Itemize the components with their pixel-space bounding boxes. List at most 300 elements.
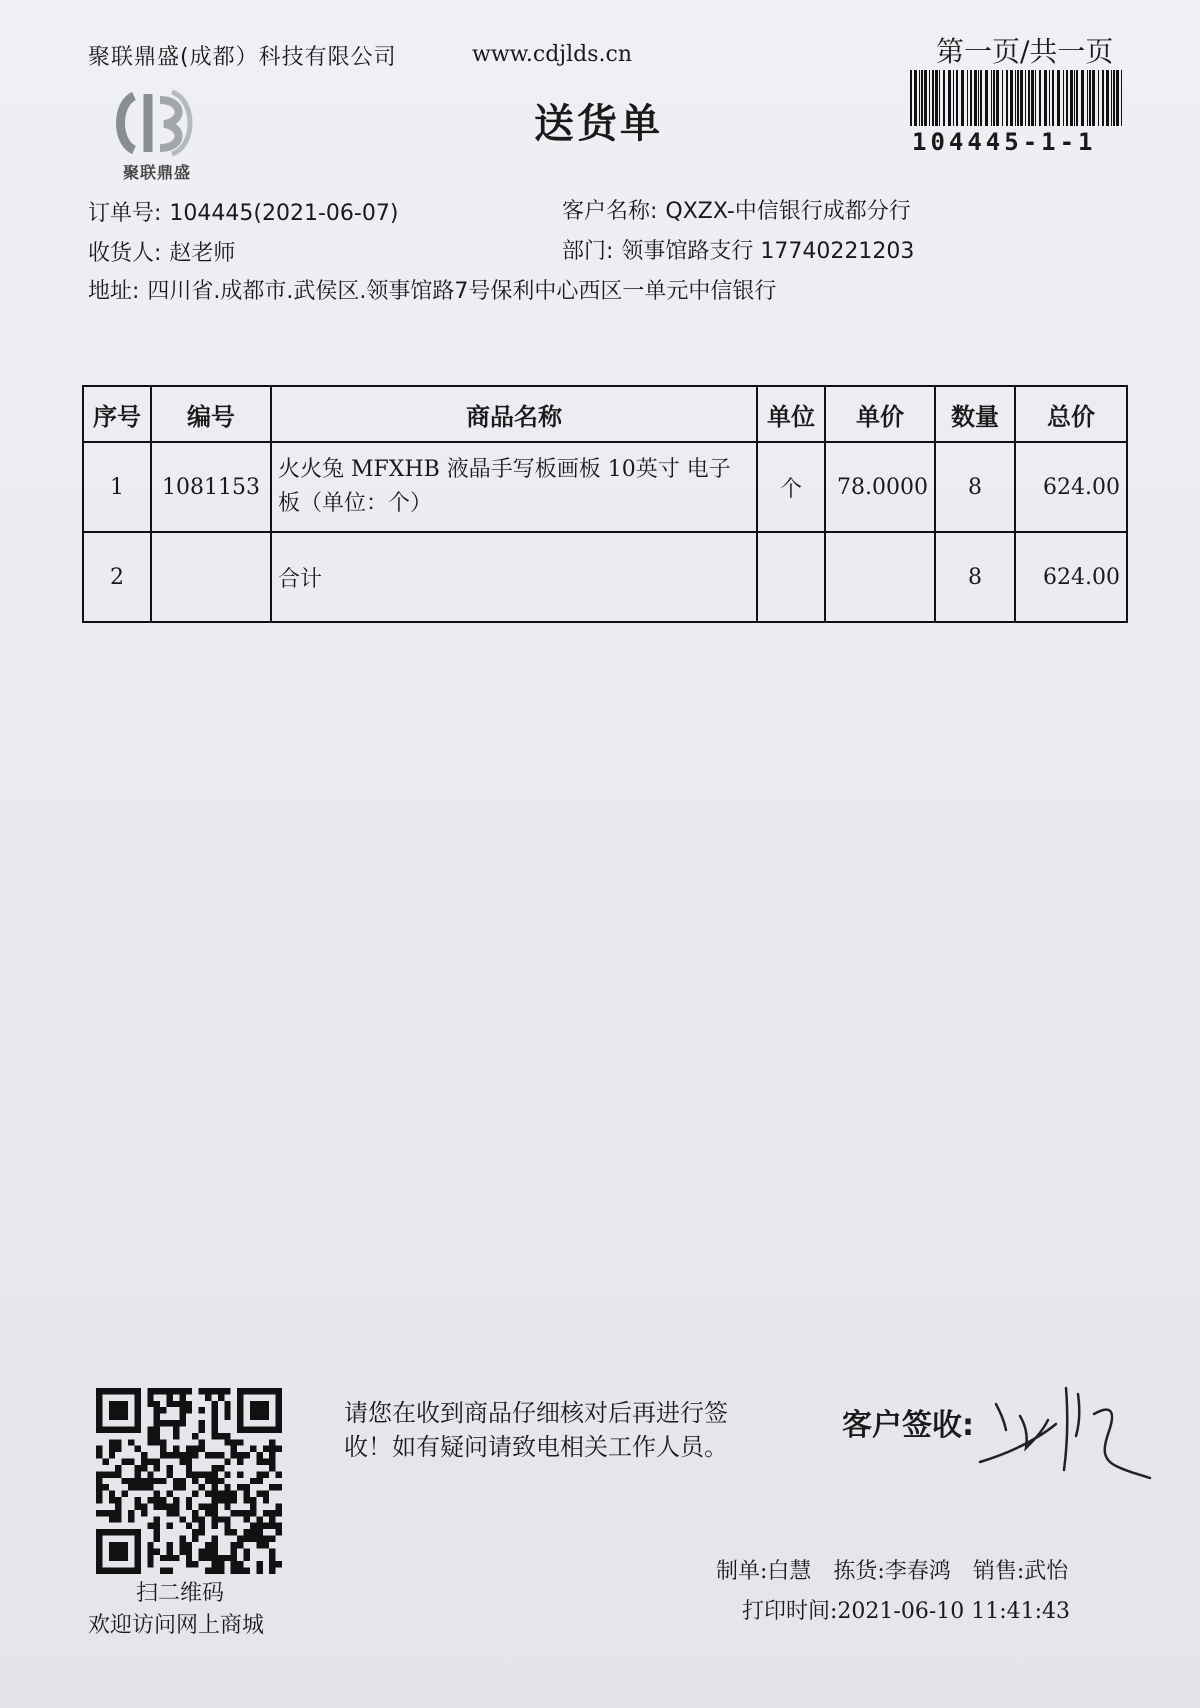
qr-module	[205, 1388, 211, 1394]
qr-module	[231, 1497, 237, 1503]
cell-total: 624.00	[1015, 442, 1127, 532]
qr-module	[167, 1510, 173, 1516]
qr-module	[269, 1523, 275, 1529]
barcode-bar	[970, 70, 972, 126]
qr-module	[134, 1465, 140, 1471]
receiver-value: 赵老师	[169, 241, 236, 266]
qr-module	[134, 1484, 140, 1490]
qr-module	[237, 1542, 243, 1548]
qr-module	[147, 1555, 153, 1561]
qr-module	[192, 1491, 198, 1497]
qr-module	[154, 1388, 160, 1394]
barcode-bar	[1076, 70, 1078, 126]
qr-module	[256, 1542, 262, 1548]
qr-module	[244, 1548, 250, 1554]
qr-module	[192, 1510, 198, 1516]
qr-module	[224, 1459, 230, 1465]
qr-module	[211, 1401, 217, 1407]
qr-module	[147, 1426, 153, 1432]
qr-module	[256, 1568, 262, 1574]
qr-module	[256, 1478, 262, 1484]
cell-unit: 个	[757, 442, 825, 532]
qr-module	[256, 1471, 262, 1477]
barcode-bar	[1057, 70, 1060, 126]
qr-module	[154, 1536, 160, 1542]
qr-module	[154, 1491, 160, 1497]
table-header-row	[83, 386, 1127, 442]
qr-module	[154, 1548, 160, 1554]
qr-module	[244, 1529, 250, 1535]
qr-module	[102, 1510, 108, 1516]
qr-module	[109, 1452, 115, 1458]
qr-module	[211, 1426, 217, 1432]
qr-module	[154, 1407, 160, 1413]
qr-module	[211, 1433, 217, 1439]
qr-module	[211, 1516, 217, 1522]
qr-module	[122, 1478, 128, 1484]
header-code: 编号	[151, 386, 271, 442]
barcode-bar	[1066, 70, 1068, 126]
receiver	[88, 236, 235, 267]
qr-module	[211, 1536, 217, 1542]
qr-module	[263, 1491, 269, 1497]
qr-module	[102, 1471, 108, 1477]
qr-module	[269, 1484, 275, 1490]
barcode-bar	[1015, 70, 1016, 126]
customer-name-label: 客户名称:	[562, 199, 658, 224]
barcode-bar	[914, 70, 917, 126]
qr-module	[179, 1484, 185, 1490]
qr-module	[224, 1433, 230, 1439]
qr-module	[96, 1426, 141, 1432]
qr-module	[211, 1388, 217, 1394]
qr-module	[167, 1465, 173, 1471]
barcode-bar	[961, 70, 964, 126]
header-price: 单价	[825, 386, 935, 442]
qr-module	[224, 1471, 230, 1477]
qr-module	[256, 1459, 262, 1465]
qr-module	[115, 1510, 121, 1516]
barcode-bar	[1121, 70, 1122, 126]
cell-unit	[757, 532, 825, 622]
qr-module	[154, 1529, 160, 1535]
qr-module	[173, 1484, 179, 1490]
qr-module	[154, 1523, 160, 1529]
qr-module	[211, 1452, 217, 1458]
qr-module	[96, 1568, 141, 1574]
qr-module	[173, 1497, 179, 1503]
qr-module	[224, 1523, 230, 1529]
barcode-bar	[1087, 70, 1088, 126]
qr-module	[147, 1471, 153, 1477]
qr-module	[211, 1503, 217, 1509]
qr-module	[115, 1471, 121, 1477]
address-value: 四川省.成都市.武侯区.领事馆路7号保利中心西区一单元中信银行	[147, 279, 777, 304]
cell-qty: 8	[935, 532, 1015, 622]
qr-module	[179, 1478, 185, 1484]
qr-module	[269, 1459, 275, 1465]
qr-module	[147, 1401, 153, 1407]
qr-module	[154, 1465, 160, 1471]
qr-module	[199, 1529, 205, 1535]
qr-module	[134, 1529, 140, 1574]
qr-module	[147, 1542, 153, 1548]
qr-module	[160, 1555, 166, 1561]
barcode-bar	[910, 70, 912, 126]
qr-module	[276, 1529, 282, 1535]
qr-module	[218, 1568, 224, 1574]
qr-module	[96, 1471, 102, 1477]
cell-qty: 8	[935, 442, 1015, 532]
qr-module	[211, 1523, 217, 1529]
barcode-bar	[1081, 70, 1084, 126]
qr-module	[237, 1536, 243, 1542]
qr-module	[173, 1388, 179, 1394]
barcode-bar	[943, 70, 945, 126]
qr-module	[263, 1497, 269, 1503]
barcode-bar	[921, 70, 923, 126]
qr-module	[128, 1439, 134, 1445]
sales: 销售:武怡	[972, 1559, 1069, 1584]
qr-module	[167, 1388, 173, 1394]
address	[88, 274, 776, 305]
barcode-bar	[1028, 70, 1030, 126]
qr-module	[276, 1471, 282, 1477]
qr-module	[276, 1503, 282, 1509]
qr-module	[199, 1484, 205, 1490]
qr-module	[205, 1478, 211, 1484]
qr-module	[179, 1536, 185, 1542]
qr-module	[244, 1536, 250, 1542]
qr-module	[115, 1465, 121, 1471]
qr-module	[186, 1497, 192, 1503]
qr-module	[167, 1401, 173, 1407]
qr-module	[102, 1459, 108, 1465]
qr-module	[211, 1471, 217, 1477]
qr-module	[244, 1484, 250, 1490]
qr-module	[192, 1452, 198, 1458]
qr-module	[199, 1516, 205, 1522]
qr-module	[173, 1401, 179, 1407]
qr-module	[173, 1503, 179, 1509]
qr-module	[269, 1555, 275, 1561]
qr-module	[199, 1439, 205, 1445]
qr-module	[160, 1407, 166, 1413]
qr-module	[141, 1484, 147, 1490]
qr-module	[224, 1484, 230, 1490]
qr-module	[167, 1491, 173, 1497]
barcode-bar	[1006, 70, 1008, 126]
header-unit: 单位	[757, 386, 825, 442]
qr-module	[256, 1529, 262, 1535]
barcode-bar	[935, 70, 938, 126]
qr-module	[256, 1523, 262, 1529]
qr-module	[211, 1465, 217, 1471]
qr-module	[244, 1516, 250, 1522]
header-total: 总价	[1015, 386, 1127, 442]
qr-module	[154, 1497, 160, 1503]
barcode-bar	[1063, 70, 1064, 126]
cell-price: 78.0000	[825, 442, 935, 532]
department-label: 部门:	[562, 239, 614, 264]
barcode-bar	[985, 70, 988, 126]
qr-module	[231, 1568, 237, 1574]
qr-module	[224, 1503, 230, 1509]
qr-module	[205, 1555, 211, 1561]
qr-module	[109, 1491, 115, 1497]
qr-module	[231, 1452, 237, 1458]
barcode-bar	[919, 70, 920, 126]
cell-seq: 1	[83, 442, 151, 532]
qr-module	[154, 1503, 160, 1509]
qr-module	[160, 1420, 166, 1426]
qr-module	[109, 1439, 115, 1445]
qr-module	[205, 1452, 211, 1458]
qr-module	[186, 1465, 192, 1471]
maker: 制单:白慧	[716, 1559, 812, 1584]
qr-module	[218, 1561, 224, 1567]
barcode-bar	[1031, 70, 1034, 126]
qr-module	[192, 1561, 198, 1567]
qr-module	[154, 1459, 160, 1465]
qr-module	[224, 1439, 230, 1445]
qr-module	[211, 1548, 217, 1554]
qr-module	[211, 1407, 217, 1413]
qr-module	[167, 1548, 173, 1554]
qr-module	[109, 1510, 115, 1516]
qr-module	[122, 1459, 128, 1465]
qr-module	[256, 1536, 262, 1542]
qr-module	[276, 1523, 282, 1529]
qr-module	[218, 1388, 224, 1394]
qr-module	[167, 1420, 173, 1426]
qr-module	[199, 1446, 205, 1452]
barcode-bar	[978, 70, 979, 126]
qr-module	[244, 1510, 250, 1516]
barcode-bar	[996, 70, 999, 126]
barcode-bar	[1098, 70, 1099, 126]
qr-module	[154, 1439, 160, 1445]
qr-module	[179, 1401, 185, 1407]
qr-module	[218, 1491, 224, 1497]
qr-module	[134, 1503, 140, 1509]
qr-module	[224, 1401, 230, 1407]
qr-module	[160, 1446, 166, 1452]
barcode-bar	[1020, 70, 1023, 126]
qr-module	[179, 1548, 185, 1554]
qr-module	[160, 1388, 166, 1394]
qr-module	[96, 1388, 141, 1394]
qr-module	[224, 1555, 230, 1561]
qr-module	[205, 1548, 211, 1554]
qr-module	[179, 1420, 185, 1426]
qr-module	[160, 1568, 166, 1574]
qr-module	[192, 1516, 198, 1522]
qr-module	[205, 1542, 211, 1548]
qr-module	[224, 1529, 230, 1535]
qr-module	[276, 1388, 282, 1433]
qr-module	[147, 1388, 153, 1394]
qr-module	[186, 1407, 192, 1413]
qr-module	[147, 1548, 153, 1554]
qr-module	[167, 1542, 173, 1548]
qr-module	[237, 1471, 243, 1477]
qr-module	[160, 1503, 166, 1509]
qr-module	[269, 1548, 275, 1554]
qr-module	[115, 1446, 121, 1452]
barcode-bar	[1010, 70, 1013, 126]
qr-module	[237, 1484, 243, 1490]
qr-module	[154, 1478, 160, 1484]
qr-module	[192, 1536, 198, 1542]
qr-module	[147, 1523, 153, 1529]
qr-module	[179, 1516, 185, 1522]
qr-module	[179, 1407, 185, 1413]
qr-module	[244, 1497, 250, 1503]
company-website: www.cdjlds.cn	[472, 42, 632, 67]
qr-module	[134, 1446, 140, 1452]
qr-module	[192, 1446, 198, 1452]
qr-module	[218, 1516, 224, 1522]
qr-module	[211, 1497, 217, 1503]
company-logo	[112, 86, 202, 188]
qr-module	[192, 1478, 198, 1484]
qr-module	[211, 1568, 217, 1574]
qr-module	[237, 1452, 243, 1458]
address-label: 地址:	[88, 279, 140, 304]
qr-module	[147, 1459, 153, 1465]
qr-module	[96, 1388, 102, 1433]
qr-module	[218, 1394, 224, 1400]
barcode-bar	[1025, 70, 1026, 126]
qr-module	[218, 1555, 224, 1561]
barcode-bar	[1092, 70, 1095, 126]
qr-module	[109, 1516, 115, 1522]
qr-module	[109, 1446, 115, 1452]
customer-sign-label: 客户签收:	[842, 1408, 974, 1443]
qr-module	[186, 1471, 192, 1477]
barcode-bar	[991, 70, 992, 126]
document-title: 送货单	[534, 101, 663, 147]
customer-name	[562, 194, 911, 225]
qr-module	[199, 1407, 205, 1413]
qr-module	[96, 1446, 102, 1452]
qr-module	[141, 1465, 147, 1471]
qr-module	[218, 1452, 224, 1458]
qr-module	[244, 1568, 250, 1574]
order-number-value: 104445(2021-06-07)	[169, 201, 399, 226]
qr-module	[237, 1459, 243, 1465]
qr-module	[147, 1484, 153, 1490]
barcode-number: 104445-1-1	[912, 128, 1097, 156]
cell-name: 火火兔 MFXHB 液晶手写板画板 10英寸 电子板（单位：个）	[271, 442, 757, 532]
qr-module	[173, 1478, 179, 1484]
barcode-bar	[1102, 70, 1104, 126]
barcode-bar	[1039, 70, 1041, 126]
qr-module	[276, 1510, 282, 1516]
table-row	[83, 532, 1127, 622]
qr-module	[199, 1503, 205, 1509]
qr-module	[237, 1568, 243, 1574]
barcode-bar	[924, 70, 927, 126]
qr-module	[186, 1446, 192, 1452]
qr-module	[160, 1439, 166, 1445]
qr-module	[115, 1516, 121, 1522]
qr-module	[256, 1452, 262, 1458]
qr-module	[199, 1523, 205, 1529]
qr-module	[186, 1401, 192, 1407]
qr-module	[179, 1542, 185, 1548]
qr-module	[122, 1491, 128, 1497]
qr-module	[154, 1426, 160, 1432]
qr-module	[237, 1388, 243, 1433]
qr-module	[218, 1433, 224, 1439]
qr-module	[263, 1459, 269, 1465]
qr-module	[199, 1471, 205, 1477]
qr-module	[96, 1529, 102, 1574]
qr-module	[211, 1555, 217, 1561]
qr-code-icon[interactable]	[96, 1388, 282, 1574]
barcode-bar	[1106, 70, 1109, 126]
qr-module	[269, 1446, 275, 1452]
barcode-bar	[980, 70, 982, 126]
qr-caption: 扫二维码	[136, 1581, 225, 1606]
qr-module	[256, 1516, 262, 1522]
barcode-bar	[974, 70, 977, 126]
qr-module	[160, 1478, 166, 1484]
qr-module	[167, 1523, 173, 1529]
qr-module	[179, 1452, 185, 1458]
qr-module	[96, 1484, 102, 1490]
cell-code: 1081153	[151, 442, 271, 532]
qr-module	[134, 1497, 140, 1503]
barcode-bar	[1052, 70, 1054, 126]
barcode-bar	[1089, 70, 1091, 126]
qr-module	[244, 1491, 250, 1497]
qr-module	[96, 1491, 102, 1497]
qr-module	[179, 1414, 185, 1420]
qr-module	[154, 1401, 160, 1407]
qr-module	[109, 1471, 115, 1477]
qr-module	[269, 1561, 275, 1567]
qr-module	[250, 1446, 256, 1452]
qr-module	[109, 1401, 128, 1420]
qr-module	[224, 1414, 230, 1420]
qr-module	[154, 1414, 160, 1420]
qr-module	[199, 1555, 205, 1561]
qr-module	[237, 1561, 243, 1567]
qr-module	[147, 1478, 153, 1484]
header-qty: 数量	[935, 386, 1015, 442]
qr-module	[96, 1497, 102, 1503]
qr-module	[211, 1542, 217, 1548]
qr-module	[224, 1407, 230, 1413]
qr-module	[218, 1478, 224, 1484]
qr-module	[186, 1548, 192, 1554]
qr-module	[263, 1523, 269, 1529]
qr-module	[96, 1452, 102, 1458]
qr-module	[231, 1548, 237, 1554]
qr-module	[147, 1394, 153, 1400]
qr-module	[231, 1529, 237, 1535]
qr-module	[167, 1394, 173, 1400]
barcode-bar	[1035, 70, 1036, 126]
qr-module	[173, 1420, 179, 1426]
qr-module	[250, 1536, 256, 1542]
qr-module	[256, 1561, 262, 1567]
qr-module	[154, 1420, 160, 1426]
qr-module	[269, 1510, 275, 1516]
